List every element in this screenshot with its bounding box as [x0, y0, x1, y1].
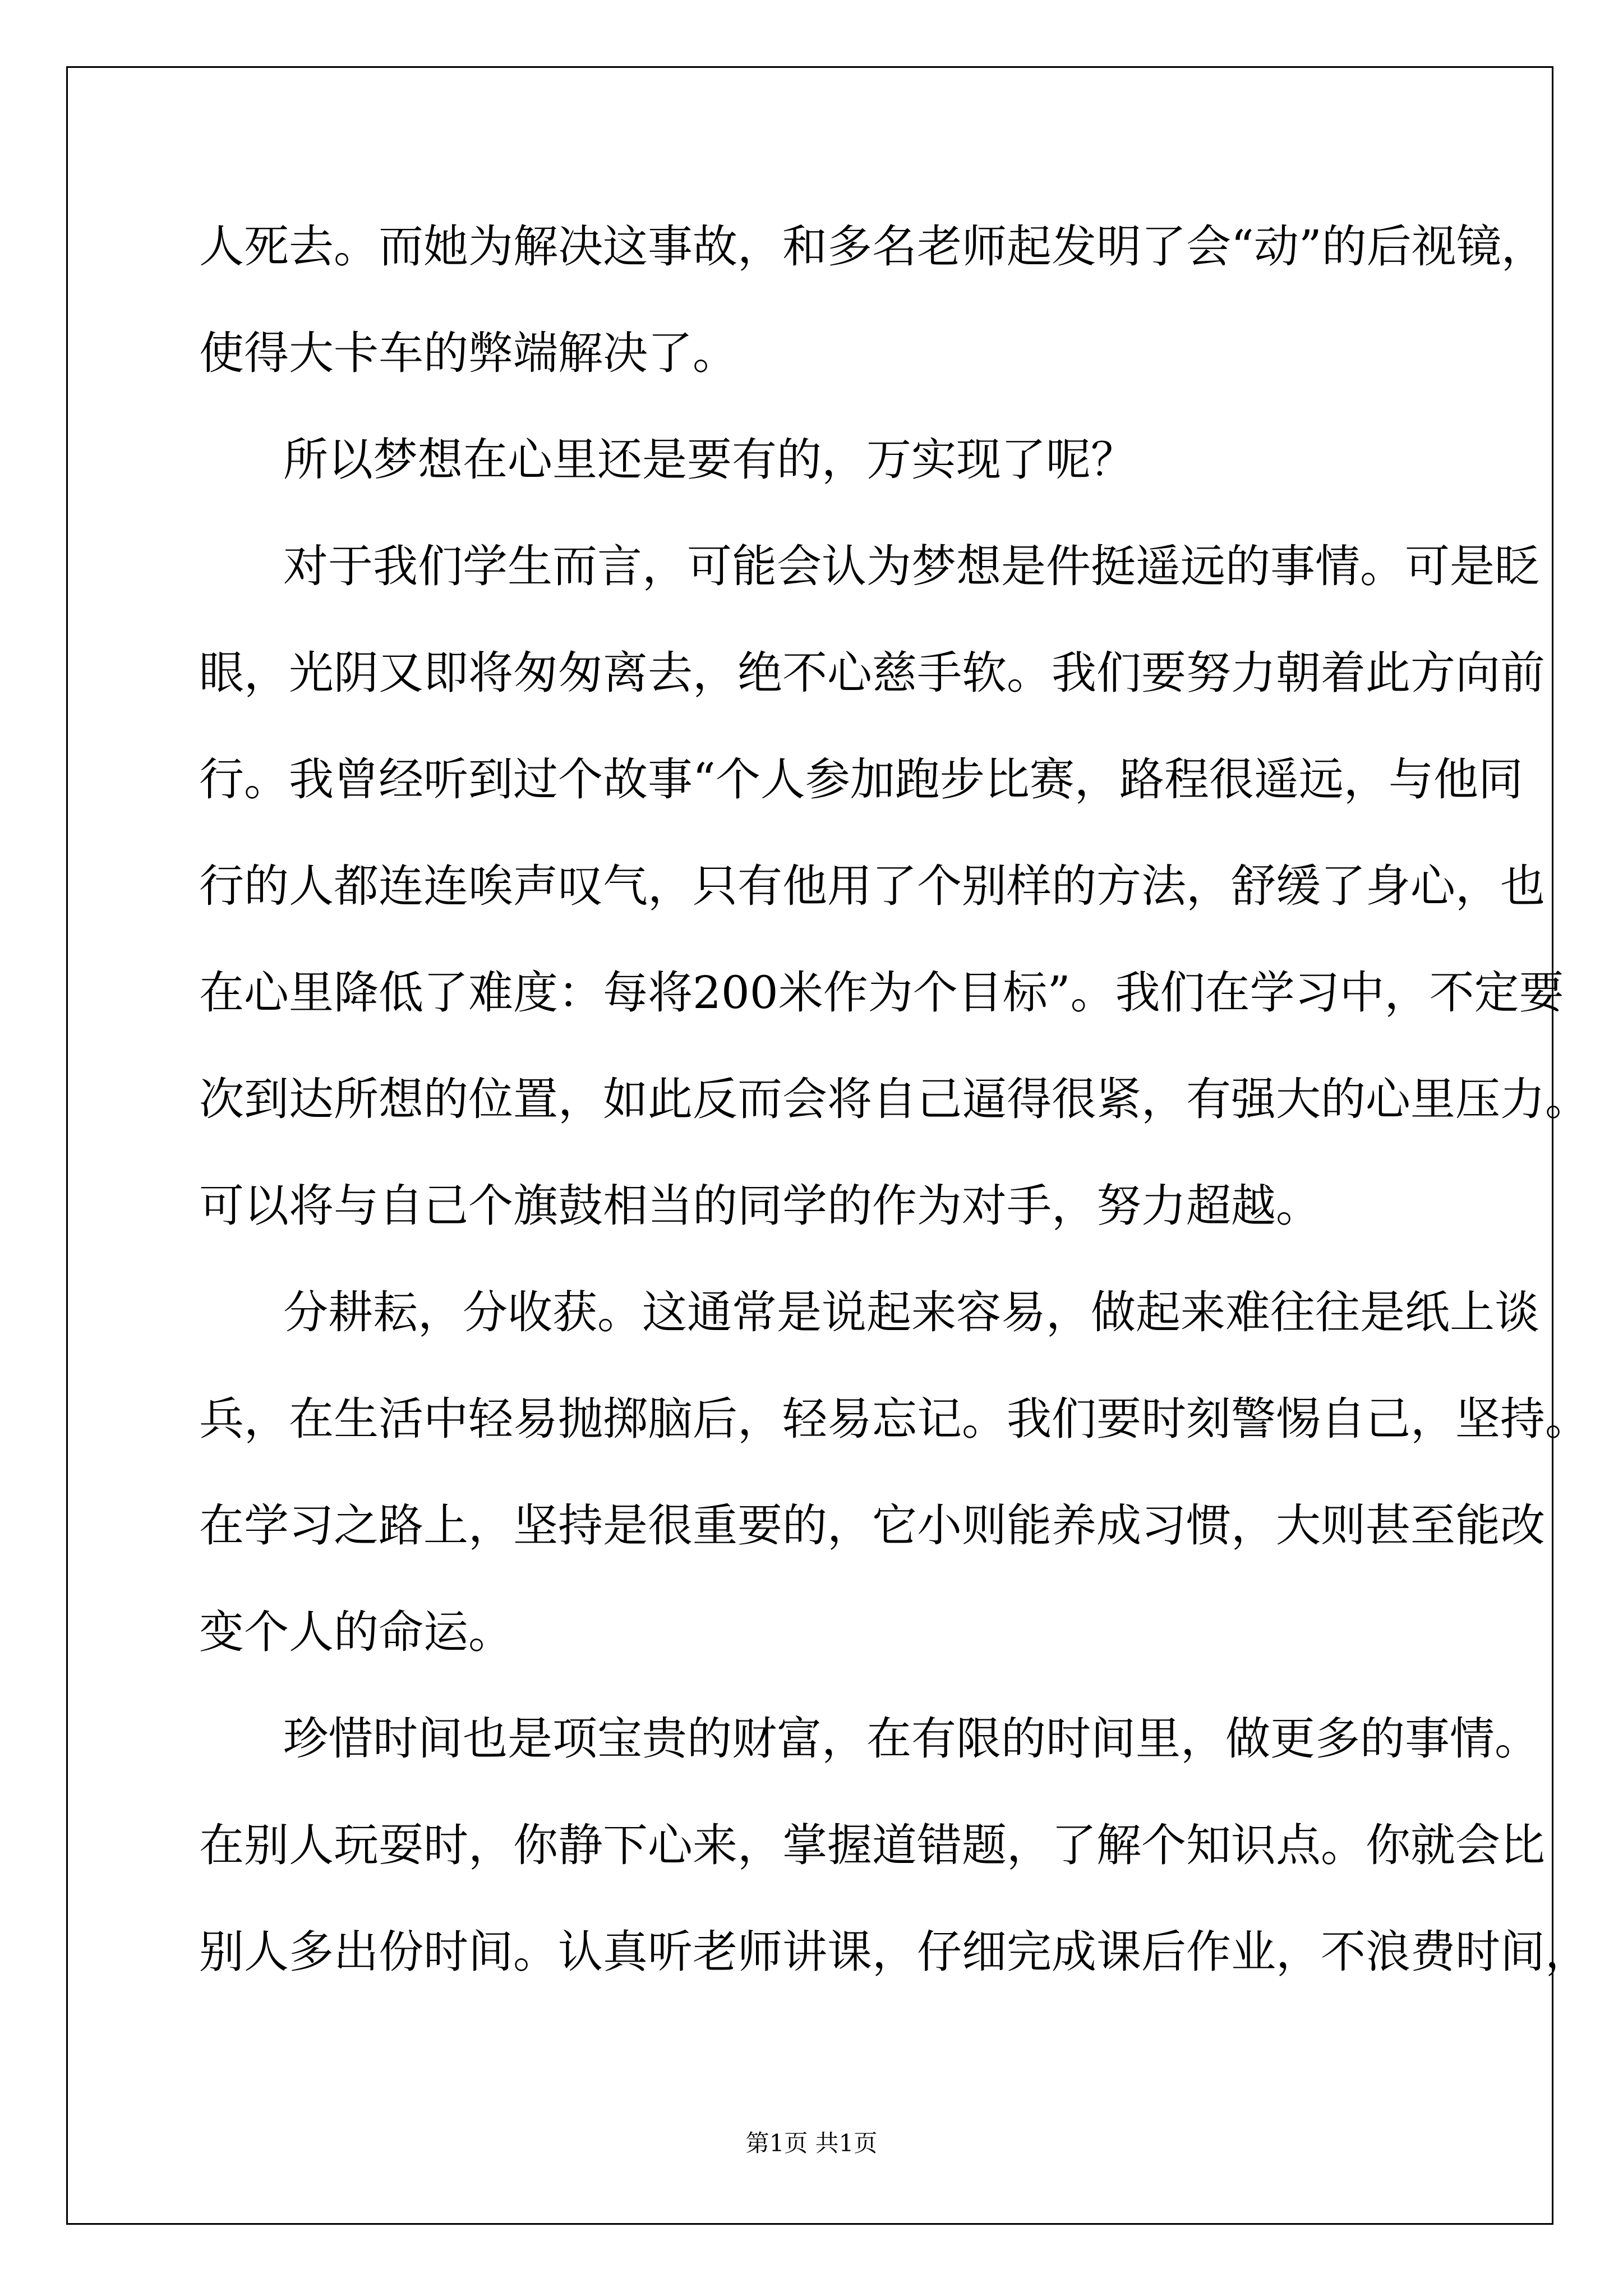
text-line: 人死去。而她为解决这事故，和多名老师起发明了会“动”的后视镜， — [199, 220, 1546, 273]
text-line: 变个人的命运。 — [199, 1606, 513, 1658]
text-line: 可以将与自己个旗鼓相当的同学的作为对手，努力超越。 — [199, 1180, 1321, 1232]
page-border — [66, 66, 1553, 2225]
page-number-footer: 第1页 共1页 — [745, 2129, 878, 2157]
text-line: 在别人玩耍时，你静下心来，掌握道错题，了解个知识点。你就会比 — [199, 1819, 1545, 1871]
text-line: 在心里降低了难度：每将200米作为个目标”。我们在学习中，不定要 — [199, 967, 1564, 1019]
text-line: 行的人都连连唉声叹气，只有他用了个别样的方法，舒缓了身心，也 — [199, 860, 1545, 912]
text-line: 别人多出份时间。认真听老师讲课，仔细完成课后作业，不浪费时间， — [199, 1926, 1590, 1978]
paragraph-start-line: 对于我们学生而言，可能会认为梦想是件挺遥远的事情。可是眨 — [283, 540, 1539, 592]
paragraph-start-line: 珍惜时间也是项宝贵的财富，在有限的时间里，做更多的事情。 — [283, 1713, 1539, 1765]
paragraph-start-line: 所以梦想在心里还是要有的，万实现了呢？ — [283, 434, 1136, 486]
text-line: 次到达所想的位置，如此反而会将自己逼得很紧，有强大的心里压力。 — [199, 1073, 1590, 1125]
text-line: 眼，光阴又即将匆匆离去，绝不心慈手软。我们要努力朝着此方向前 — [199, 647, 1545, 699]
text-line: 使得大卡车的弊端解决了。 — [199, 327, 737, 379]
text-line: 在学习之路上，坚持是很重要的，它小则能养成习惯，大则甚至能改 — [199, 1499, 1545, 1552]
text-line: 行。我曾经听到过个故事“个人参加跑步比赛，路程很遥远，与他同 — [199, 753, 1523, 806]
text-line: 兵，在生活中轻易抛掷脑后，轻易忘记。我们要时刻警惕自己，坚持。 — [199, 1393, 1590, 1445]
paragraph-start-line: 分耕耘，分收获。这通常是说起来容易，做起来难往往是纸上谈 — [283, 1286, 1539, 1338]
